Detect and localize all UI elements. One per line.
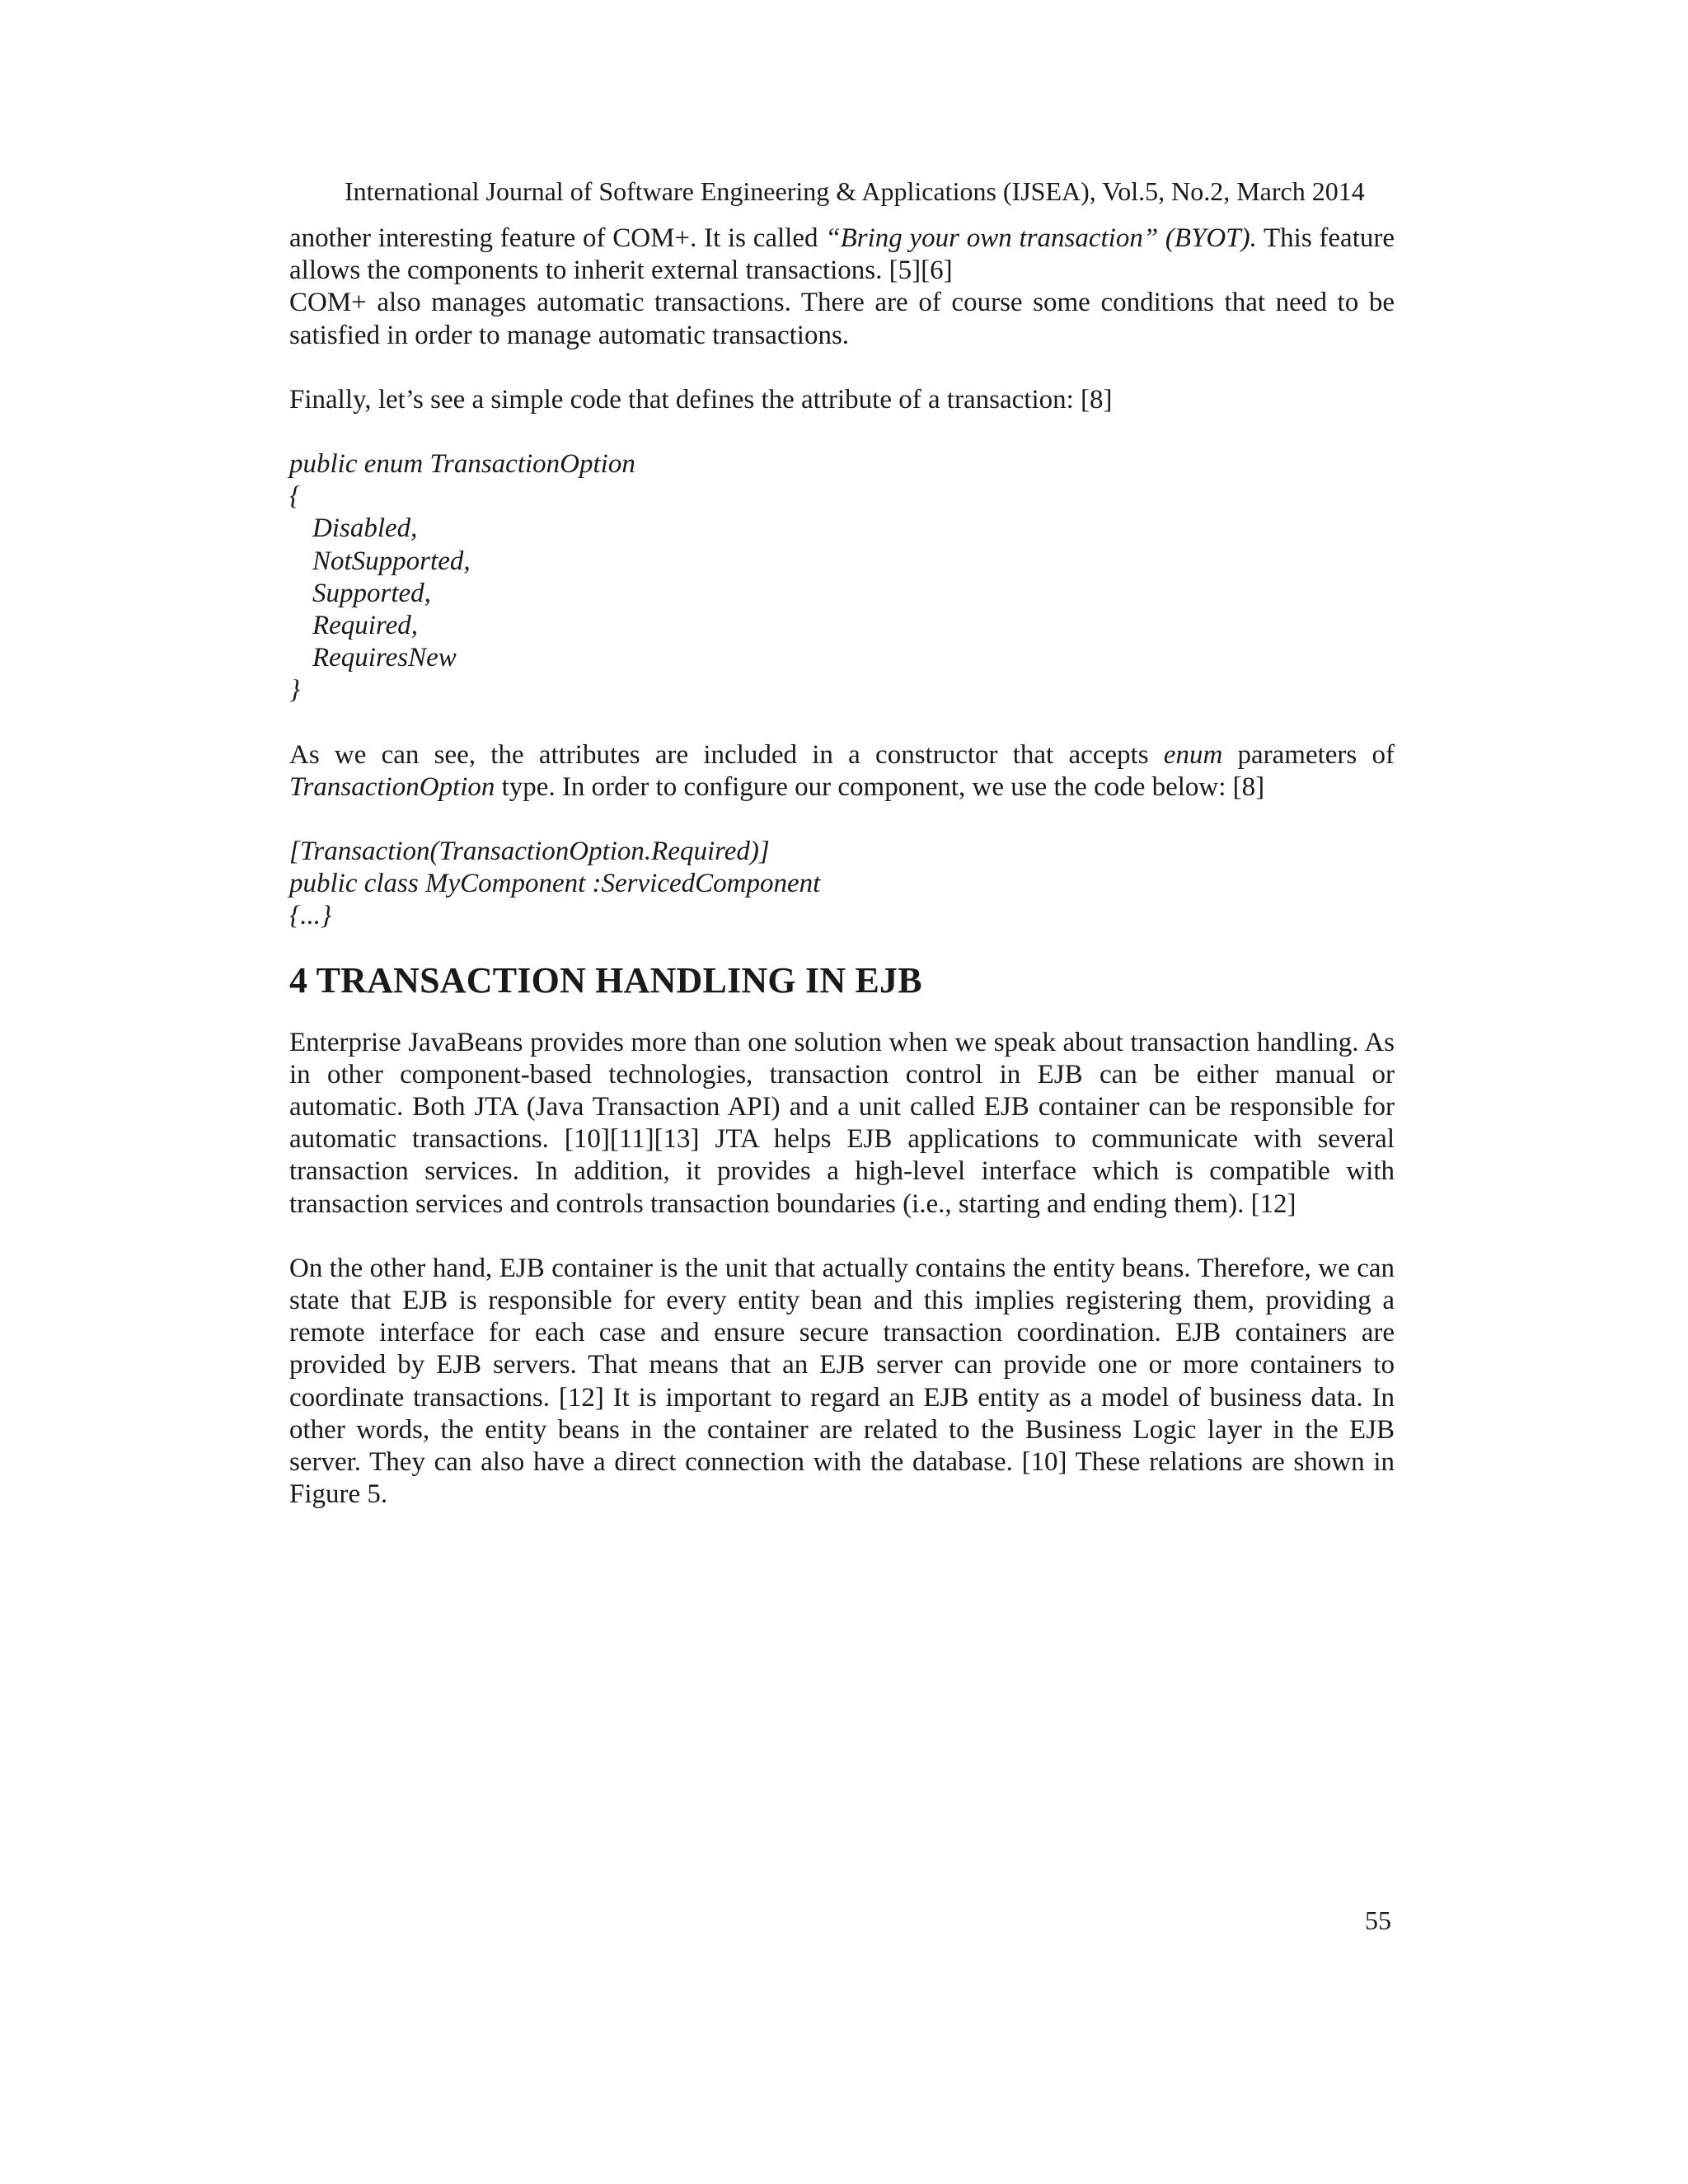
code-line-item: Required, bbox=[312, 611, 418, 641]
code-line-item: RequiresNew bbox=[312, 643, 457, 673]
paragraph-ejb-container: On the other hand, EJB container is the unit that actually contains the entity beans. Therefore, we can state that EJB is responsible for every entity bean and this implies registering them, providing a remote interface for each case and ensure secure transaction coordination. EJB containers are provided by EJB servers. That means that an EJB server can provide one or more containers to coordinate transactions. [12] It is important to regard an EJB entity as a model of business data. In other words, the entity beans in the container are related to the Business Logic layer in the EJB server. They can also have a direct connection with the database. [10] These relations are shown in Figure 5. bbox=[289, 1253, 1395, 1510]
code-line-body: {...} bbox=[289, 901, 332, 931]
paragraph-enum-text-a: As we can see, the attributes are included in a constructor that accepts bbox=[289, 739, 1164, 770]
paragraph-code-intro: Finally, let’s see a simple code that defines the attribute of a transaction: [8] bbox=[289, 384, 1113, 415]
paragraph-enum-text-e: type. In order to configure our component, we use the code below: [8] bbox=[495, 771, 1265, 802]
section-heading: 4 TRANSACTION HANDLING IN EJB bbox=[289, 959, 922, 1001]
code-line-item: NotSupported, bbox=[312, 546, 471, 576]
paragraph-automatic-transactions: COM+ also manages automatic transactions. There are of course some conditions that need to be satisfied in order to manage automatic transactions. bbox=[289, 288, 1395, 350]
running-header: International Journal of Software Engineering & Applications (IJSEA), Vol.5, No.2, March 2014 bbox=[345, 176, 1365, 206]
code-line-class-declaration: public class MyComponent :ServicedComponent bbox=[289, 869, 821, 899]
code-line-item: Disabled, bbox=[312, 513, 418, 544]
transaction-option-term: TransactionOption bbox=[289, 771, 495, 802]
spacer bbox=[289, 1221, 1395, 1253]
code-block-component bbox=[289, 836, 1395, 933]
code-line-close-brace: } bbox=[289, 675, 301, 705]
code-line-declaration: public enum TransactionOption bbox=[289, 449, 635, 480]
page-number: 55 bbox=[1365, 1905, 1391, 1935]
spacer bbox=[289, 707, 1395, 739]
paragraph-ejb-overview: Enterprise JavaBeans provides more than one solution when we speak about transaction handling. As in other component-based technologies, transaction control in EJB can be either manual or automatic. Both JTA (Java Transaction API) and a unit called EJB container can be responsible for automatic transactions. [10][11][13] JTA helps EJB applications to communicate with several transaction services. In addition, it provides a high-level interface which is compatible with transaction services and controls transaction boundaries (i.e., starting and ending them). [12] bbox=[289, 1027, 1395, 1219]
page-body bbox=[289, 223, 1395, 1511]
paragraph-enum-parameters bbox=[289, 739, 1395, 804]
paragraph-byot bbox=[289, 223, 1395, 287]
byot-term: “Bring your own transaction” (BYOT). bbox=[825, 223, 1257, 253]
enum-term: enum bbox=[1163, 739, 1223, 770]
code-line-open-brace: { bbox=[289, 481, 301, 512]
code-line-attribute: [Transaction(TransactionOption.Required)] bbox=[289, 837, 770, 867]
spacer bbox=[289, 804, 1395, 836]
paragraph-byot-text-start: another interesting feature of COM+. It is called bbox=[289, 223, 826, 253]
spacer bbox=[289, 352, 1395, 384]
spacer bbox=[289, 416, 1395, 448]
paragraph-enum-text-c: parameters of bbox=[1222, 739, 1395, 770]
code-line-item: Supported, bbox=[312, 578, 431, 608]
paragraph-byot-text-end: This feature allows the components to inherit external transactions. [5][6] bbox=[289, 223, 1395, 286]
code-block-enum bbox=[289, 448, 1395, 707]
